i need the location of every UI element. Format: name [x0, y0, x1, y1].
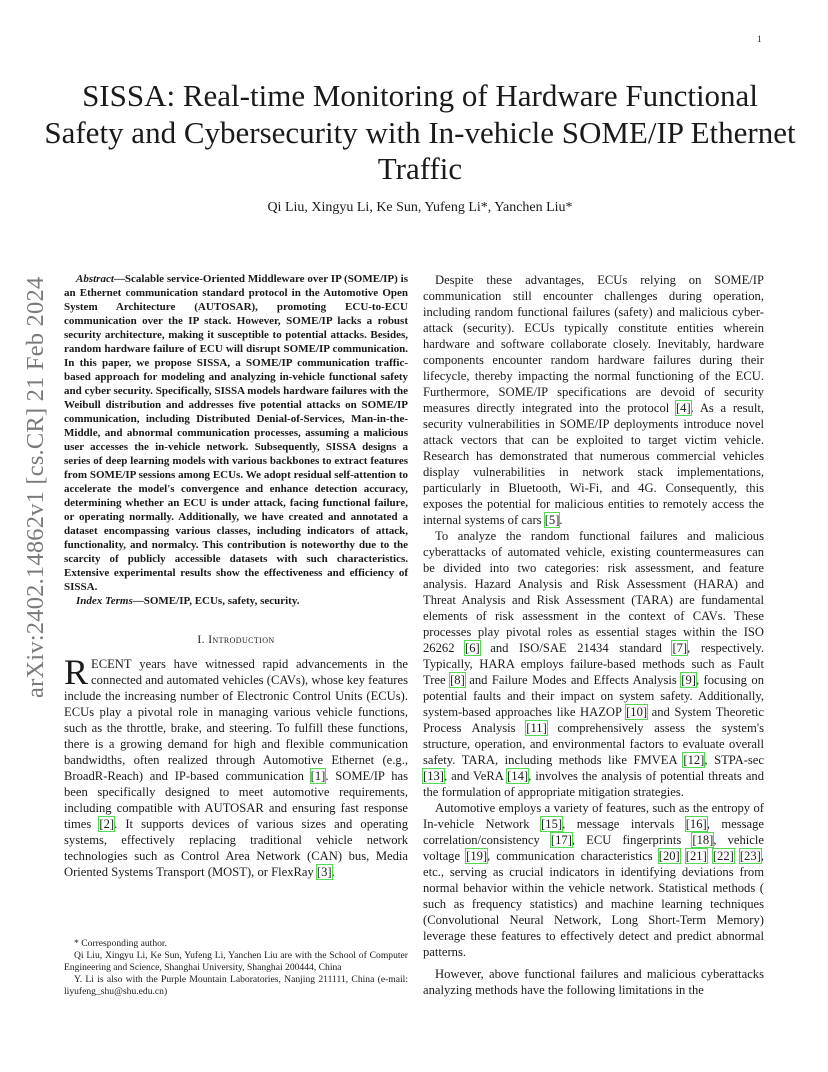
citation-link[interactable]: [21]	[685, 849, 707, 863]
index-terms-text: —SOME/IP, ECUs, safety, security.	[132, 595, 300, 607]
citation-link[interactable]: [11]	[526, 721, 547, 735]
abstract-label: Abstract	[76, 273, 114, 285]
citation-link[interactable]: [10]	[626, 705, 648, 719]
drop-cap: R	[64, 652, 89, 692]
citation-link[interactable]: [16]	[685, 817, 707, 831]
arxiv-identifier[interactable]: arXiv:2402.14862v1 [cs.CR] 21 Feb 2024	[22, 276, 49, 698]
left-column	[64, 272, 408, 880]
citation-link[interactable]: [22]	[712, 849, 734, 863]
body-paragraph: However, above functional failures and malicious cyberattacks analyzing methods have the following limitations in the	[423, 967, 764, 997]
citation-link[interactable]: [4]	[675, 401, 691, 415]
citation-link[interactable]: [5]	[544, 513, 560, 527]
citation-link[interactable]: [7]	[672, 641, 688, 655]
body-paragraph: Automotive employs a variety of features, such as the entropy of In-vehicle Network [15], message intervals [16], message correlation/consistency [17], ECU fingerprints [18], vehicle voltage [19], communication characteristics [20] [21] [22] [23], etc., serving as crucial indicators in identifying deviations from normal behavior within the vehicle network. Statistical methods ( such as frequency statistics) and machine learning techniques (Convolutional Neural Network, Long Short-Term Memory) leverage these features to effectively detect and predict abnormal patterns.	[423, 801, 764, 959]
paper-title: SISSA: Real-time Monitoring of Hardware Functional Safety and Cybersecurity with In-vehicle SOME/IP Ethernet Traffic	[44, 78, 796, 186]
footnote-corresponding: * Corresponding author.	[74, 938, 167, 949]
citation-link[interactable]: [13]	[423, 769, 444, 783]
page-number: 1	[757, 34, 762, 44]
citation-link[interactable]: [1]	[310, 769, 326, 783]
citation-link[interactable]: [2]	[99, 817, 115, 831]
intro-paragraph: RECENT years have witnessed rapid advancements in the connected and automated vehicles (CAVs), whose key features include the increasing number of Electronic Control Units (ECUs). ECUs play a pivotal role in managing various vehicle functions, such as the throttle, brake, and steering. To fulfill these functions, there is a growing demand for high and flexible communication bandwidths, often realized through Automotive Ethernet (e.g., BroadR-Reach) and IP-based communication [1]. SOME/IP has been specifically designed to meet automotive requirements, including compatible with AUTOSAR and ensuring fast response times [2]. It supports devices of various sizes and operating systems, effectively replacing traditional vehicle network technologies such as Control Area Network (CAN) bus, Media Oriented Systems Transport (MOST), or FlexRay [3].	[64, 652, 409, 879]
footnote-email: Y. Li is also with the Purple Mountain Laboratories, Nanjing 211111, China (e-mail: liyufeng_shu@shu.edu.cn)	[64, 974, 408, 997]
citation-link[interactable]: [20]	[658, 849, 680, 863]
abstract	[64, 272, 408, 594]
citation-link[interactable]: [3]	[316, 865, 332, 879]
index-terms-label: Index Terms	[76, 595, 133, 607]
section-heading-introduction: I. Introduction	[197, 634, 275, 646]
author-list: Qi Liu, Xingyu Li, Ke Sun, Yufeng Li*, Yanchen Liu*	[267, 200, 573, 215]
body-paragraph: To analyze the random functional failures and malicious cyberattacks of automated vehicle, existing countermeasures can be divided into two categories: risk assessment, and feature analysis. Hazard Analysis and Risk Assessment (HARA) and Threat Analysis and Risk Assessment (TARA) are fundamental elements of risk assessment in the context of CAVs. These processes play pivotal roles as essential stages within the ISO 26262 [6] and ISO/SAE 21434 standard [7], respectively. Typically, HARA employs failure-based methods such as Fault Tree [8] and Failure Modes and Effects Analysis [9], focusing on potential faults and their impact on system safety. Additionally, system-based approaches like HAZOP [10] and System Theoretic Process Analysis [11] comprehensively assess the system's structure, operation, and environmental factors to evaluate overall safety. TARA, including methods like FMVEA [12], STPA-sec [13], and VeRA [14], involves the analysis of potential threats and the formulation of appropriate mitigation strategies.	[423, 529, 764, 799]
body-paragraph: Despite these advantages, ECUs relying on SOME/IP communication still encounter challenges during operation, including random functional failures (safety) and malicious cyber-attack (security). ECUs typically constitute entities wherein hardware and software collaborate closely. Inevitably, hardware components encounter random hardware failures during their lifecycle, thereby impacting the normal functioning of the ECU. Furthermore, SOME/IP specifications are devoid of security measures directly integrated into the protocol [4]. As a result, security vulnerabilities in SOME/IP deployments introduce novel attack vectors that can be exploited to target victim vehicle. Research has demonstrated that numerous commercial vehicles display vulnerabilities in network stack implementations, particularly in Bluetooth, Wi-Fi, and 4G. Consequently, this exposes the potential for malicious entities to remotely access the internal systems of cars [5].	[423, 273, 764, 527]
citation-link[interactable]: [9]	[681, 673, 696, 687]
abstract-text: —Scalable service-Oriented Middleware over IP (SOME/IP) is an Ethernet communication standard protocol in the Automotive Open System Architecture (AUTOSAR), promoting ECU-to-ECU communication over the IP stack. However, SOME/IP lacks a robust security architecture, making it susceptible to potential attacks. Besides, random hardware failure of ECU will disrupt SOME/IP communication. In this paper, we propose SISSA, a SOME/IP communication traffic-based approach for modeling and analyzing in-vehicle functional safety and cyber security. Specifically, SISSA models hardware failures with the Weibull distribution and addresses five potential attacks on SOME/IP communication, including Distributed Denial-of-Services, Man-in-the-Middle, and abnormal communication processes, assuming a malicious user accesses the in-vehicle network. Subsequently, SISSA designs a series of deep learning models with various backbones to extract features from SOME/IP sessions among ECUs. We adopt residual self-attention to accelerate the model's convergence and enhance detection accuracy, determining whether an ECU is under attack, facing functional failure, or operating normally. Additionally, we have created and annotated a dataset encompassing various classes, including indicators of attack, functionality, and normalcy. This contribution is noteworthy due to the scarcity of publicly accessible datasets with such characteristics. Extensive experimental results show the effectiveness and efficiency of SISSA.	[64, 273, 408, 593]
footnote-affiliation: Qi Liu, Xingyu Li, Ke Sun, Yufeng Li, Yanchen Liu are with the School of Computer Engineering and Science, Shanghai University, Shanghai 200444, China	[64, 950, 408, 973]
citation-link[interactable]: [12]	[683, 753, 705, 767]
citation-link[interactable]: [6]	[465, 641, 480, 655]
right-column	[423, 272, 764, 998]
citation-link[interactable]: [17]	[550, 833, 572, 847]
citation-link[interactable]: [23]	[739, 849, 761, 863]
citation-link[interactable]: [19]	[466, 849, 488, 863]
citation-link[interactable]: [18]	[692, 833, 714, 847]
citation-link[interactable]: [14]	[507, 769, 529, 783]
index-terms	[64, 594, 408, 608]
footnotes	[64, 938, 408, 998]
citation-link[interactable]: [15]	[541, 817, 563, 831]
citation-link[interactable]: [8]	[450, 673, 465, 687]
